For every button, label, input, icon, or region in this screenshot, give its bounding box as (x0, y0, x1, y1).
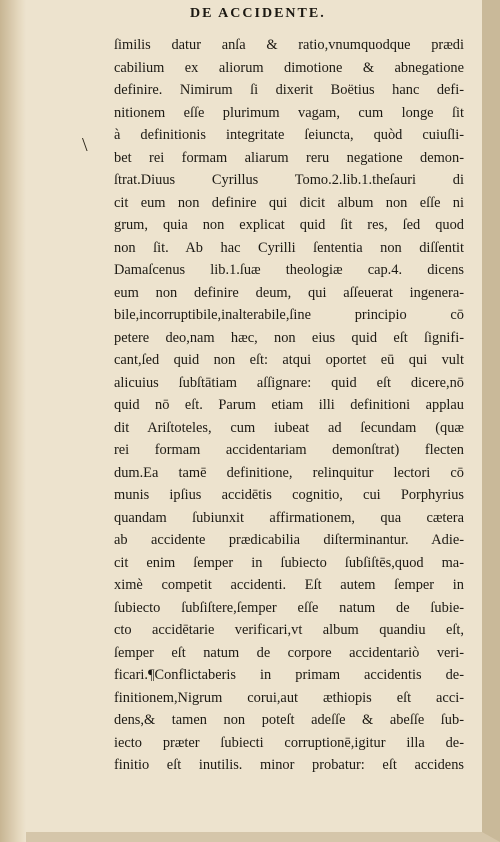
text-line: petere deo,nam hæc, non eius quid eſt ſignifi- (114, 329, 464, 346)
text-line: nitionem eſſe plurimum vagam, cum longe ſit (114, 104, 464, 121)
text-line: bile,incorruptibile,inalterabile,ſine principio cō (114, 307, 464, 323)
text-line: quid nō eſt. Parum etiam illi definitioni applau (114, 397, 464, 413)
running-head: DE ACCIDENTE. (190, 6, 326, 21)
text-line: cit enim ſemper in ſubiecto ſubſiſtēs,quod ma- (114, 554, 464, 571)
text-line: bet rei formam aliarum reru negatione demon- (114, 149, 464, 166)
body-text (114, 34, 464, 777)
text-line: eum non definire deum, qui aſſeuerat ingenera- (114, 284, 464, 301)
text-line: dens,& tamen non poteſt adeſſe & abeſſe ſub- (114, 712, 464, 728)
text-line: grum, quia non explicat quid ſit res, ſed quod (114, 217, 464, 233)
text-line: alicuius ſubſtātiam aſſignare: quid eſt dicere,nō (114, 374, 464, 391)
text-line: finitio eſt inutilis. minor probatur: eſt accidens (114, 757, 464, 773)
text-line: cant,ſed quid non eſt: atqui oportet eū qui vult (114, 352, 464, 368)
text-line: ſubiecto ſubſiſtere,ſemper eſſe natum de ſubie- (114, 599, 464, 616)
text-line: quandam ſubiunxit affirmationem, qua cætera (114, 509, 464, 526)
text-line: ſemper eſt natum de corpore accidentariò veri- (114, 644, 464, 661)
text-line: ximè competit accidenti. Eſt autem ſemper in (114, 577, 464, 593)
text-line: ſimilis datur anſa & ratio,vnumquodque prædi (114, 37, 464, 53)
text-line: ſtrat.Diuus Cyrillus Tomo.2.lib.1.theſauri di (114, 172, 464, 188)
text-line: rei formam accidentariam demonſtrat) flecten (114, 442, 464, 458)
page-gutter (0, 0, 26, 842)
text-line: à definitionis integritate ſeiuncta, quòd cuiuſli- (114, 127, 464, 143)
text-line: dit Ariſtoteles, cum iubeat ad ſecundam (quæ (114, 419, 464, 436)
text-line: Damaſcenus lib.1.ſuæ theologiæ cap.4. dicens (114, 262, 464, 278)
text-line: iecto præter ſubiecti corruptionē,igitur illa de- (114, 734, 464, 751)
margin-mark: \ (82, 134, 88, 156)
text-line: cabilium ex aliorum dimotione & abnegatione (114, 59, 464, 76)
text-line: cto accidētarie verificari,vt album quandiu eſt, (114, 622, 464, 638)
text-line: definire. Nimirum ſi dixerit Boëtius hanc defi- (114, 82, 464, 98)
text-line: finitionem,Nigrum corui,aut æthiopis eſt acci- (114, 689, 464, 706)
text-line: munis ipſius accidētis cognitio, cui Porphyrius (114, 487, 464, 503)
text-line: cit eum non definire qui dicit album non eſſe ni (114, 194, 464, 211)
text-line: ficari.¶Conflictaberis in primam accidentis de- (114, 667, 464, 683)
text-line: non ſit. Ab hac Cyrilli ſententia non diſſentit (114, 239, 464, 256)
text-line: ab accidente prædicabilia diſterminantur. Adie- (114, 532, 464, 548)
text-line: dum.Ea tamē definitione, relinquitur lectori cō (114, 464, 464, 481)
